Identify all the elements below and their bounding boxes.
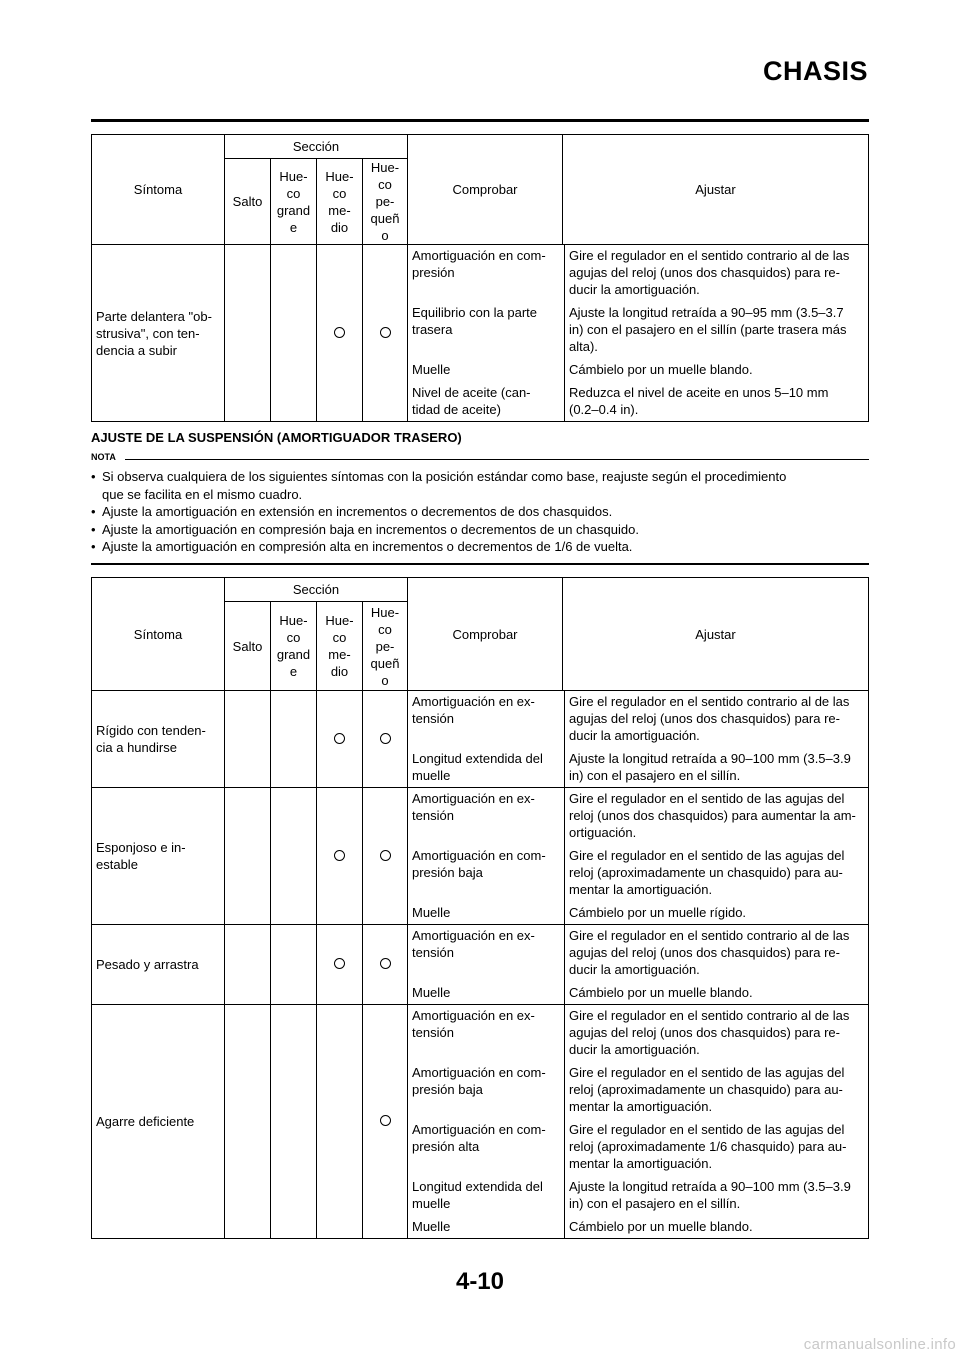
circle-mark-icon	[380, 850, 391, 861]
comprobar-text: Amortiguación en com- presión baja	[412, 1065, 546, 1097]
comprobar-text: Longitud extendida del muelle	[412, 1179, 543, 1211]
header-hueco-grande: Hue- co grand e	[271, 602, 317, 691]
symptom-cell: Parte delantera "ob- strusiva", con ten- dencia a subir	[92, 245, 225, 422]
nota-heading	[91, 452, 869, 466]
hueco-grande-mark-cell	[271, 925, 317, 1005]
check-adjust-list	[408, 925, 868, 1004]
salto-mark-cell	[225, 691, 271, 788]
hueco-pequeno-mark-cell	[363, 788, 408, 925]
ajustar-text: Gire el regulador en el sentido de las agujas del reloj (aproximadamente un chasquido) para au- mentar la amortiguación.	[564, 844, 868, 901]
table-row	[92, 691, 869, 788]
header-comprobar: Comprobar	[408, 135, 563, 245]
comprobar-text: Muelle	[412, 362, 451, 377]
comprobar-text: Amortiguación en ex- tensión	[412, 694, 535, 726]
ajustar-text: Ajuste la longitud retraída a 90–95 mm (3.5–3.7 in) con el pasajero en el sillín (parte trasera más alta).	[564, 301, 868, 358]
nota-rule	[125, 459, 869, 460]
circle-mark-icon	[380, 733, 391, 744]
check-adjust-list	[408, 1005, 868, 1238]
check-adjust-cell	[408, 691, 869, 788]
check-adjust-item	[408, 901, 868, 924]
nota-item: • Ajuste la amortiguación en compresión alta en incrementos o decrementos de 1/6 de vuelta.	[91, 538, 869, 556]
salto-mark-cell	[225, 245, 271, 422]
check-adjust-item	[408, 981, 868, 1004]
hueco-medio-mark-cell	[317, 925, 363, 1005]
check-adjust-list	[408, 788, 868, 924]
nota-item: • Ajuste la amortiguación en extensión en incrementos o decrementos de dos chasquidos.	[91, 503, 869, 521]
circle-mark-icon	[380, 958, 391, 969]
circle-mark-icon	[380, 327, 391, 338]
ajustar-text: Gire el regulador en el sentido contrario al de las agujas del reloj (unos dos chasquidos) para re- ducir la amortiguación.	[564, 245, 868, 301]
header-hueco-grande: Hue- co grand e	[271, 159, 317, 245]
circle-mark-icon	[334, 958, 345, 969]
ajustar-text: Gire el regulador en el sentido de las agujas del reloj (aproximadamente 1/6 chasquido) para au- mentar la amortiguación.	[564, 1118, 868, 1175]
ajustar-text: Gire el regulador en el sentido contrario al de las agujas del reloj (unos dos chasquidos) para re- ducir la amortiguación.	[564, 1005, 868, 1061]
nota-item: • Si observa cualquiera de los siguientes síntomas con la posición estándar como base, reajuste según el procedimiento que se facilita en el mismo cuadro.	[91, 468, 869, 503]
check-adjust-list	[408, 245, 868, 421]
salto-mark-cell	[225, 1005, 271, 1239]
watermark: carmanualsonline.info	[803, 1336, 956, 1353]
ajustar-text: Ajuste la longitud retraída a 90–100 mm (3.5–3.9 in) con el pasajero en el sillín.	[564, 747, 868, 787]
comprobar-text: Amortiguación en ex- tensión	[412, 928, 535, 960]
comprobar-text: Amortiguación en ex- tensión	[412, 791, 535, 823]
nota-list	[91, 468, 869, 556]
ajustar-text: Gire el regulador en el sentido de las agujas del reloj (aproximadamente un chasquido) para au- mentar la amortiguación.	[564, 1061, 868, 1118]
nota-item: • Ajuste la amortiguación en compresión baja en incrementos o decrementos de un chasquido.	[91, 521, 869, 539]
comprobar-text: Longitud extendida del muelle	[412, 751, 543, 783]
check-adjust-cell	[408, 1005, 869, 1239]
hueco-medio-mark-cell	[317, 788, 363, 925]
page-number: 4-10	[455, 1268, 505, 1295]
hueco-medio-mark-cell	[317, 691, 363, 788]
comprobar-text: Equilibrio con la parte trasera	[412, 305, 538, 337]
check-adjust-item	[408, 925, 868, 981]
check-adjust-list	[408, 691, 868, 787]
header-ajustar: Ajustar	[563, 135, 869, 245]
check-adjust-item	[408, 1175, 868, 1215]
table-row	[92, 925, 869, 1005]
ajustar-text: Reduzca el nivel de aceite en unos 5–10 mm (0.2–0.4 in).	[564, 381, 868, 421]
section-title: AJUSTE DE LA SUSPENSIÓN (AMORTIGUADOR TRASERO)	[91, 430, 462, 445]
hueco-grande-mark-cell	[271, 788, 317, 925]
check-adjust-item	[408, 844, 868, 901]
ajustar-text: Gire el regulador en el sentido contrario al de las agujas del reloj (unos dos chasquidos) para re- ducir la amortiguación.	[564, 691, 868, 747]
hueco-pequeno-mark-cell	[363, 1005, 408, 1239]
comprobar-text: Muelle	[412, 1219, 451, 1234]
header-comprobar: Comprobar	[408, 578, 563, 691]
check-adjust-item	[408, 1005, 868, 1061]
table-row	[92, 1005, 869, 1239]
header-ajustar: Ajustar	[563, 578, 869, 691]
check-adjust-item	[408, 691, 868, 747]
header-seccion: Sección	[225, 135, 408, 159]
header-sintoma: Síntoma	[92, 135, 225, 245]
check-adjust-item	[408, 358, 868, 381]
header-hueco-pequeno: Hue- co pe- queñ o	[363, 159, 408, 245]
hueco-pequeno-mark-cell	[363, 691, 408, 788]
comprobar-text: Amortiguación en com- presión baja	[412, 848, 546, 880]
symptom-cell: Agarre deficiente	[92, 1005, 225, 1239]
ajustar-text: Cámbielo por un muelle blando.	[564, 1215, 868, 1238]
check-adjust-item	[408, 381, 868, 421]
hueco-medio-mark-cell	[317, 245, 363, 422]
nota-label: NOTA	[91, 452, 116, 462]
symptom-cell: Pesado y arrastra	[92, 925, 225, 1005]
header-sintoma: Síntoma	[92, 578, 225, 691]
header-hueco-pequeno: Hue- co pe- queñ o	[363, 602, 408, 691]
circle-mark-icon	[334, 327, 345, 338]
check-adjust-item	[408, 301, 868, 358]
ajustar-text: Gire el regulador en el sentido contrario al de las agujas del reloj (unos dos chasquidos) para re- ducir la amortiguación.	[564, 925, 868, 981]
comprobar-text: Nivel de aceite (can- tidad de aceite)	[412, 385, 531, 417]
header-rule	[91, 119, 869, 122]
table-row	[92, 788, 869, 925]
check-adjust-cell	[408, 245, 869, 422]
circle-mark-icon	[334, 850, 345, 861]
ajustar-text: Cámbielo por un muelle blando.	[564, 358, 868, 381]
rear-shock-symptom-table	[91, 577, 869, 1239]
salto-mark-cell	[225, 788, 271, 925]
ajustar-text: Cámbielo por un muelle blando.	[564, 981, 868, 1004]
hueco-grande-mark-cell	[271, 691, 317, 788]
header-hueco-medio: Hue- co me- dio	[317, 159, 363, 245]
hueco-pequeno-mark-cell	[363, 925, 408, 1005]
hueco-medio-mark-cell	[317, 1005, 363, 1239]
page-title: CHASIS	[762, 56, 868, 86]
ajustar-text: Gire el regulador en el sentido de las agujas del reloj (unos dos chasquidos) para aumentar la am- ortiguación.	[564, 788, 868, 844]
comprobar-text: Muelle	[412, 985, 451, 1000]
check-adjust-item	[408, 747, 868, 787]
header-hueco-medio: Hue- co me- dio	[317, 602, 363, 691]
hueco-grande-mark-cell	[271, 1005, 317, 1239]
circle-mark-icon	[334, 733, 345, 744]
hueco-pequeno-mark-cell	[363, 245, 408, 422]
header-salto: Salto	[225, 602, 271, 691]
comprobar-text: Amortiguación en com- presión alta	[412, 1122, 546, 1154]
symptom-cell: Esponjoso e in- estable	[92, 788, 225, 925]
symptom-cell: Rígido con tenden- cia a hundirse	[92, 691, 225, 788]
header-salto: Salto	[225, 159, 271, 245]
nota-end-rule	[91, 563, 869, 565]
ajustar-text: Ajuste la longitud retraída a 90–100 mm (3.5–3.9 in) con el pasajero en el sillín.	[564, 1175, 868, 1215]
salto-mark-cell	[225, 925, 271, 1005]
comprobar-text: Amortiguación en ex- tensión	[412, 1008, 535, 1040]
front-fork-symptom-table	[91, 134, 869, 422]
circle-mark-icon	[380, 1115, 391, 1126]
check-adjust-item	[408, 245, 868, 301]
check-adjust-cell	[408, 925, 869, 1005]
check-adjust-item	[408, 1118, 868, 1175]
check-adjust-item	[408, 1061, 868, 1118]
ajustar-text: Cámbielo por un muelle rígido.	[564, 901, 868, 924]
hueco-grande-mark-cell	[271, 245, 317, 422]
table-row	[92, 245, 869, 422]
comprobar-text: Amortiguación en com- presión	[412, 248, 546, 280]
header-seccion: Sección	[225, 578, 408, 602]
check-adjust-cell	[408, 788, 869, 925]
comprobar-text: Muelle	[412, 905, 451, 920]
check-adjust-item	[408, 1215, 868, 1238]
check-adjust-item	[408, 788, 868, 844]
